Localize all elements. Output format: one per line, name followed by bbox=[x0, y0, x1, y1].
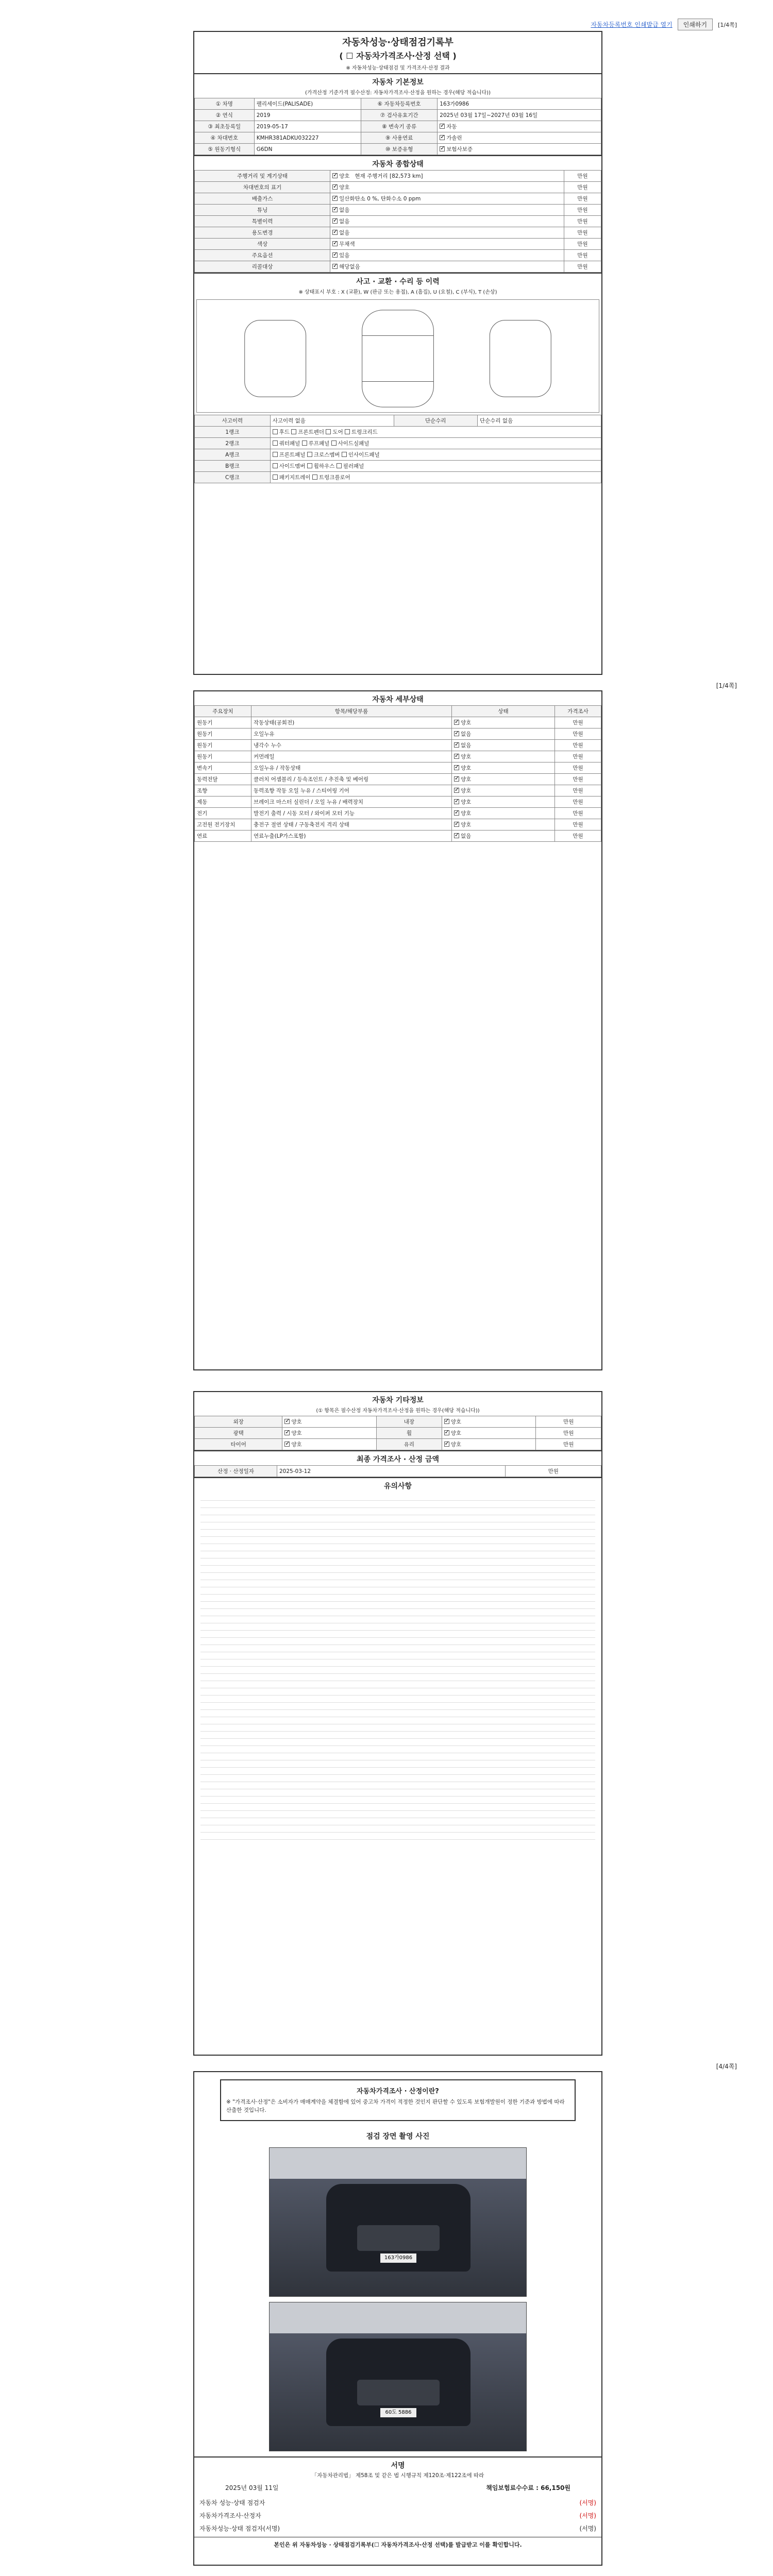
checkbox bbox=[332, 196, 338, 201]
checkbox bbox=[273, 474, 278, 480]
print-button[interactable]: 인쇄하기 bbox=[678, 19, 713, 30]
state-label: 리콜대상 bbox=[195, 261, 330, 273]
sign-table: 자동차 성능·상태 점검자 (서명) 자동차가격조사·산정자 (서명) 자동차성능·상태 점검자(서명) (서명) bbox=[194, 2496, 601, 2535]
checkbox bbox=[326, 429, 331, 434]
price-table: 외장 ✓ 양호 내장 ✓ 양호 만원 광택 ✓ 양호 휠 ✓ 양호 만원 타이어 ✓ 양호 유리 ✓ 양호 만원 bbox=[194, 1416, 601, 1450]
page-1 bbox=[193, 31, 602, 675]
value bbox=[438, 144, 601, 155]
checkbox bbox=[307, 452, 312, 457]
page-indicator: [1/4쪽] bbox=[718, 21, 737, 28]
detail-label: 원동기 bbox=[195, 740, 251, 751]
checkbox bbox=[284, 1419, 290, 1424]
detail-label: 전기 bbox=[195, 808, 251, 819]
detail-label: 고전원 전기장치 bbox=[195, 819, 251, 831]
state-label: 튜닝 bbox=[195, 205, 330, 216]
checkbox bbox=[454, 833, 459, 838]
checkbox bbox=[332, 230, 338, 235]
value bbox=[438, 132, 601, 144]
detail-label: 원동기 bbox=[195, 728, 251, 740]
print-link[interactable]: 자동차등록번호 인쇄발급 열기 bbox=[591, 21, 673, 28]
state-label: 차대번호의 표기 bbox=[195, 182, 330, 193]
sign-footer: 본인은 위 자동차성능 · 상태점검기록부(☐ 자동차가격조사·산정 선택)를 발급받고 이를 확인합니다. bbox=[194, 2537, 601, 2552]
disclaimer-box bbox=[220, 2079, 576, 2121]
checkbox bbox=[454, 720, 459, 725]
basic-info-sub: (가격산정 기준가격 필수산정: 자동차가격조사·산정을 원하는 경우(해당 적습니다)) bbox=[305, 90, 491, 96]
label: ⑥ 자동차등록번호 bbox=[361, 98, 438, 110]
label: ⑧ 변속기 종류 bbox=[361, 121, 438, 132]
detail-label: 제동 bbox=[195, 796, 251, 808]
checkbox bbox=[332, 184, 338, 190]
checkbox bbox=[284, 1442, 290, 1447]
checkbox bbox=[332, 173, 338, 178]
state-label: 특별이력 bbox=[195, 216, 330, 227]
notice-title: 유의사항 bbox=[194, 1477, 601, 1492]
checkbox bbox=[307, 463, 312, 468]
detail-item: 오일누유 bbox=[251, 728, 452, 740]
value-text: 가솔린 bbox=[446, 135, 462, 141]
state-label: 주행거리 및 계기상태 bbox=[195, 171, 330, 182]
detail-label: 변속기 bbox=[195, 762, 251, 774]
value: 2025년 03월 17일~2027년 03월 16일 bbox=[438, 110, 601, 121]
state-label: 배출가스 bbox=[195, 193, 330, 205]
checkbox bbox=[273, 463, 278, 468]
accident-verdict: 사고이력 없음 bbox=[270, 415, 394, 427]
disclaimer-text: ※ "가격조사·산정"은 소비자가 매매계약을 체결함에 있어 중고차 가격이 적정한 것인지 판단할 수 있도록 보험개발원이 정한 기준과 방법에 따라 산출한 것입니다. bbox=[226, 2099, 565, 2113]
plate: 60도 5886 bbox=[380, 2408, 416, 2417]
calc-unit: 만원 bbox=[506, 1466, 601, 1477]
label: ② 연식 bbox=[195, 110, 255, 121]
sign-checker: 자동차 성능·상태 점검자 bbox=[199, 2499, 265, 2506]
checkbox bbox=[454, 822, 459, 827]
checkbox bbox=[342, 452, 347, 457]
page-4 bbox=[193, 2071, 602, 2566]
value: G6DN bbox=[254, 144, 361, 155]
checkbox bbox=[291, 429, 296, 434]
state-label: 색상 bbox=[195, 239, 330, 250]
checkbox bbox=[454, 799, 459, 804]
price-title: 자동차 기타정보 bbox=[372, 1396, 424, 1404]
label: ⑦ 검사유효기간 bbox=[361, 110, 438, 121]
page-2 bbox=[193, 690, 602, 1370]
detail-item: 작동상태(공회전) bbox=[251, 717, 452, 728]
state-title: 자동차 종합상태 bbox=[194, 155, 601, 170]
checkbox bbox=[331, 440, 337, 446]
checkbox bbox=[444, 1419, 449, 1424]
calc-date: 2025-03-12 bbox=[277, 1466, 506, 1477]
sign-law: 「자동차관리법」 제58조 및 같은 법 시행규칙 제120조·제122조에 따라 bbox=[311, 2472, 484, 2479]
checkbox bbox=[454, 810, 459, 816]
state-table: 주행거리 및 계기상태 ✓ 양호 현재 주행거리 [82,573 km] 만원 차대번호의 표기 ✓ 양호 만원 배출가스 ✓ 일산화탄소 0 %, 탄화수소 0 ppm 만원 튜닝 ✓ 없음 만원 특별이력 ✓ 없음 만원 용도변경 ✓ 없음 만원 색상 ✓ 무채색 만원 주요옵션 ✓ 있음 만원 리콜대상 ✓ 해당없음 만원 bbox=[194, 170, 601, 273]
detail-item: 커먼레일 bbox=[251, 751, 452, 762]
disclaimer-title: 자동차가격조사 · 산정이란? bbox=[357, 2088, 439, 2095]
checkbox bbox=[332, 264, 338, 269]
label: ① 차명 bbox=[195, 98, 255, 110]
checkbox bbox=[312, 474, 317, 480]
checkbox bbox=[444, 1430, 449, 1435]
checkbox bbox=[454, 776, 459, 782]
top-toolbar bbox=[591, 19, 737, 30]
value: KMHR381ADKU032227 bbox=[254, 132, 361, 144]
checkbox bbox=[440, 146, 445, 151]
value-text: 자동 bbox=[446, 124, 457, 130]
page-indicator-3: [4/4쪽] bbox=[716, 2063, 737, 2070]
checkbox bbox=[454, 742, 459, 748]
photo-title: 점검 장면 촬영 사진 bbox=[366, 2132, 430, 2141]
detail-label: 조향 bbox=[195, 785, 251, 796]
calc-table: 산정 · 산정일자 2025-03-12 만원 bbox=[194, 1465, 601, 1477]
checkbox bbox=[440, 135, 445, 140]
checkbox bbox=[273, 452, 278, 457]
label: ⑤ 원동기형식 bbox=[195, 144, 255, 155]
state-label: 주요옵션 bbox=[195, 250, 330, 261]
mileage: 82,573 km bbox=[392, 173, 421, 179]
detail-item: 냉각수 누수 bbox=[251, 740, 452, 751]
detail-label: 연료 bbox=[195, 831, 251, 842]
car-diagram bbox=[196, 299, 599, 413]
value bbox=[438, 121, 601, 132]
label: ④ 차대번호 bbox=[195, 132, 255, 144]
value-text: 보험사보증 bbox=[446, 146, 473, 152]
checkbox bbox=[284, 1430, 290, 1435]
state-label: 용도변경 bbox=[195, 227, 330, 239]
page-indicator-2: [1/4쪽] bbox=[716, 682, 737, 689]
accident-note: ※ 상태표시 부호 : X (교환), W (판금 또는 용접), A (흠집), U (요철), C (부식), T (손상) bbox=[298, 290, 497, 295]
doc-subtitle: ( ☐ 자동차가격조사·산정 선택 ) bbox=[339, 51, 457, 61]
label: ③ 최초등록일 bbox=[195, 121, 255, 132]
checkbox bbox=[454, 765, 459, 770]
checkbox bbox=[302, 440, 307, 446]
sign-seller: 자동차성능·상태 점검자(서명) bbox=[199, 2524, 280, 2532]
basic-info-table bbox=[194, 98, 601, 155]
value: 2019 bbox=[254, 110, 361, 121]
detail-label: 원동기 bbox=[195, 717, 251, 728]
sign-date: 2025년 03월 11일 bbox=[225, 2484, 279, 2492]
checkbox bbox=[332, 218, 338, 224]
basic-info-title: 자동차 기본정보 bbox=[194, 73, 601, 88]
doc-subline: ※ 자동차성능·상태점검 및 가격조사·산정 결과 bbox=[346, 65, 450, 71]
checkbox bbox=[454, 754, 459, 759]
calc-title: 최종 가격조사 · 산정 금액 bbox=[194, 1450, 601, 1465]
sign-title: 서명 bbox=[194, 2456, 601, 2471]
checkbox bbox=[454, 731, 459, 736]
inspection-photo-front bbox=[269, 2147, 527, 2297]
value: 팰리세이드(PALISADE) bbox=[254, 98, 361, 110]
detail-label: 원동기 bbox=[195, 751, 251, 762]
sign-inspector: 자동차가격조사·산정자 bbox=[199, 2512, 261, 2519]
inspection-photo-rear bbox=[269, 2302, 527, 2451]
checkbox bbox=[332, 252, 338, 258]
value: 2019-05-17 bbox=[254, 121, 361, 132]
price-sub: (① 항목은 필수산정 자동차가격조사·산정을 원하는 경우(해당 적습니다)) bbox=[316, 1408, 480, 1414]
checkbox bbox=[273, 429, 278, 434]
detail-title: 자동차 세부상태 bbox=[372, 696, 424, 704]
repair-verdict: 단순수리 없음 bbox=[477, 415, 601, 427]
accident-table: 사고이력 사고이력 없음 단순수리 단순수리 없음 1랭크 후드 프론트펜더 도어 트렁크리드 2랭크 쿼터패널 루프패널 사이드실패널 A랭크 프론트패널 크로스멤버 인사이드패널 B랭크 사이드멤버 휠하우스 필러패널 C랭크 패키지트레이 트렁크플로어 bbox=[194, 415, 601, 483]
checkbox bbox=[332, 241, 338, 246]
value: 163가0986 bbox=[438, 98, 601, 110]
accident-title: 사고 · 교환 · 수리 등 이력 bbox=[194, 273, 601, 287]
doc-title: 자동차성능·상태점검기록부 bbox=[342, 37, 453, 48]
checkbox bbox=[332, 207, 338, 212]
checkbox bbox=[345, 429, 350, 434]
notice-body bbox=[194, 1492, 601, 1853]
checkbox bbox=[454, 788, 459, 793]
checkbox bbox=[273, 440, 278, 446]
sign-fee: 책임보험료수수료 : 66,150원 bbox=[486, 2484, 570, 2492]
detail-label: 동력전달 bbox=[195, 774, 251, 785]
detail-table: 주요장치 항목/해당부품 상태 가격조사 원동기 작동상태(공회전) ✓ 양호 만원 원동기 오일누유 ✓ 없음 만원 원동기 냉각수 누수 ✓ 없음 만원 원동기 커먼레일 ✓ 양호 만원 변속기 오일누유 / 작동상태 ✓ 양호 만원 동력전달 클러치 어셈블리 / 등속조인트 / 추진축 및 베어링 ✓ 양호 만원 조향 동력조향 작동 오일 누유 / 스티어링 기어 ✓ 양호 만원 제동 브레이크 마스터 실린더 / 오일 누유 / 배력장치 ✓ 양호 만원 전기 발전기 출력 / 시동 모터 / 와이퍼 모터 기능 ✓ 양호 만원 고전원 전기장치 충전구 절연 상태 / 구동축전지 격리 상태 ✓ 양호 만원 연료 연료누출(LP가스포함) ✓ 없음 만원 bbox=[194, 705, 601, 842]
checkbox bbox=[440, 124, 445, 129]
checkbox bbox=[444, 1442, 449, 1447]
label: ⑨ 사용연료 bbox=[361, 132, 438, 144]
label: ⑩ 보증유형 bbox=[361, 144, 438, 155]
checkbox bbox=[337, 463, 342, 468]
plate: 163가0986 bbox=[380, 2253, 416, 2263]
page-3 bbox=[193, 1391, 602, 2056]
